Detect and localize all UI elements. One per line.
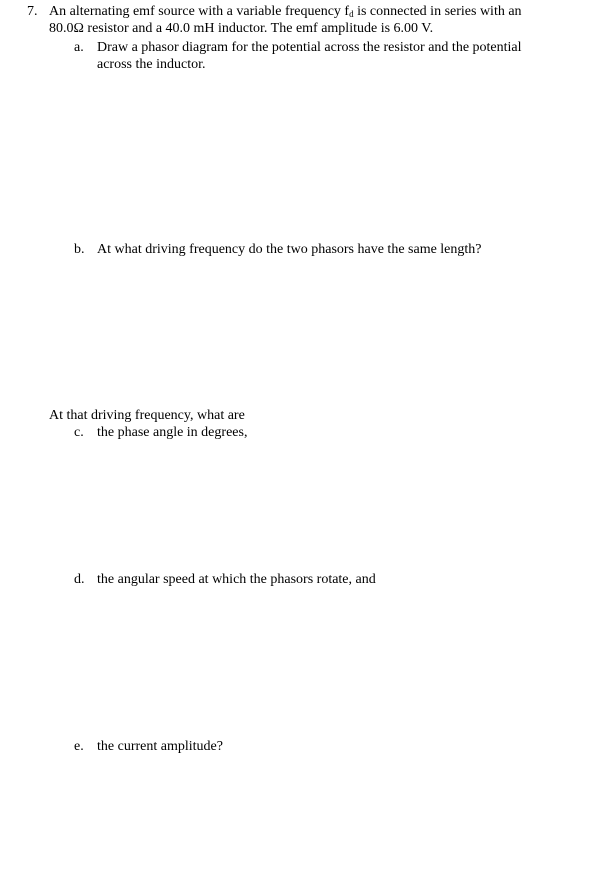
- part-b-label: b.: [74, 242, 85, 257]
- part-a-line-1: Draw a phasor diagram for the potential across the resistor and the potential: [97, 40, 522, 55]
- part-a-label: a.: [74, 40, 84, 55]
- part-d-label: d.: [74, 572, 85, 587]
- part-c-text: the phase angle in degrees,: [97, 425, 248, 440]
- part-e-text: the current amplitude?: [97, 739, 223, 754]
- problem-number: 7.: [27, 4, 38, 19]
- intro-text-start: An alternating emf source with a variable frequency f: [49, 4, 350, 19]
- part-d-text: the angular speed at which the phasors rotate, and: [97, 572, 376, 587]
- problem-intro-line-1: [49, 4, 522, 20]
- part-e-label: e.: [74, 739, 84, 754]
- followup-text: At that driving frequency, what are: [49, 408, 245, 423]
- intro-text-end: is connected in series with an: [353, 4, 522, 19]
- part-c-label: c.: [74, 425, 84, 440]
- part-a-line-2: across the inductor.: [97, 57, 206, 72]
- frequency-subscript: d: [349, 9, 354, 19]
- problem-intro-line-2: 80.0Ω resistor and a 40.0 mH inductor. The emf amplitude is 6.00 V.: [49, 21, 434, 36]
- part-b-text: At what driving frequency do the two phasors have the same length?: [97, 242, 482, 257]
